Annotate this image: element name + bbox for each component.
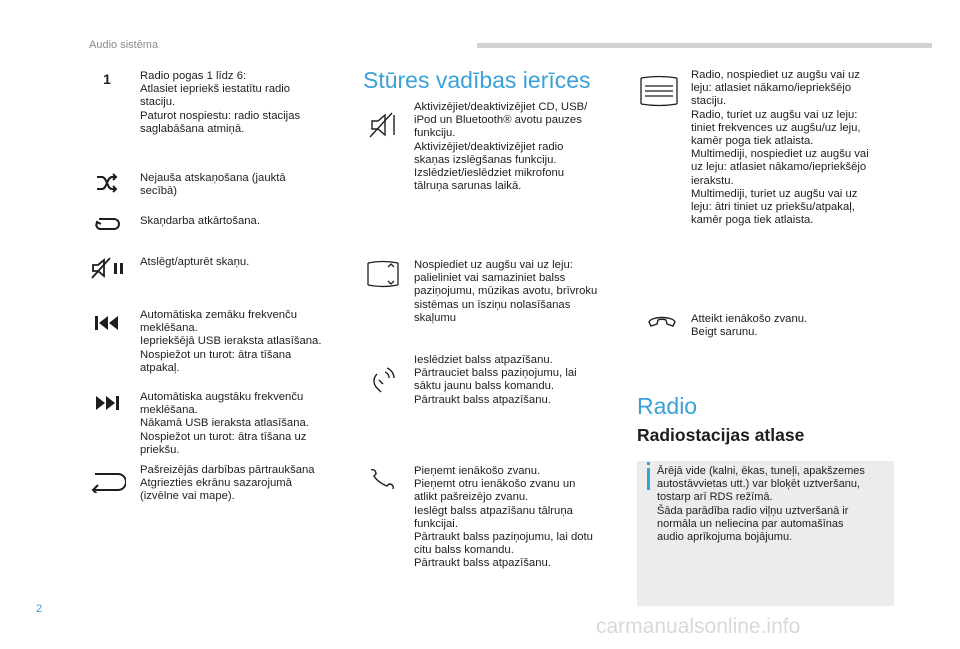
return-icon — [89, 470, 127, 494]
mute-pause-icon — [90, 256, 126, 280]
phone-hangup-icon — [646, 310, 678, 330]
middle-item-voice: Ieslēdziet balss atpazīšanu. Pārtrauciet balss paziņojumu, lai sāktu jaunu balss komandu. Pārtraukt balss atpazīšanu. — [414, 354, 577, 406]
left-item-radio-buttons: Radio pogas 1 līdz 6: Atlasiet iepriekš iestatītu radio staciju. Paturot nospiestu: radio stacijas saglabāšana atmiņā. — [140, 70, 301, 135]
left-item-repeat: Skaņdarba atkārtošana. — [140, 215, 260, 227]
scroll-wheel-icon — [638, 73, 680, 109]
phone-answer-icon — [367, 466, 399, 490]
right-item-scroll: Radio, nospiediet uz augšu vai uz leju: atlasiet nākamo/iepriekšējo staciju. Radio, turiet uz augšu vai uz leju: tiniet frekvences uz augšu/uz leju, kamēr poga tiek atlaista. Multimediji, nospiediet uz augšu vai uz leju: atlasiet nākamo/iepriekšējo ierakstu. Multimediji, turiet uz augšu vai uz leju: ātri tiniet uz priekšu/atpakaļ, kamēr poga tiek atlaista. — [691, 69, 869, 227]
left-item-return: Pašreizējās darbības pārtraukšana Atgriezties ekrānu sazarojumā (izvēlne vai mape). — [140, 464, 315, 503]
voice-command-icon — [366, 363, 400, 397]
info-box — [637, 461, 894, 606]
digit-1-icon — [95, 70, 119, 90]
watermark: carmanualsonline.info — [596, 615, 801, 638]
section-title-steering: Stūres vadības ierīces — [363, 67, 591, 93]
repeat-icon — [93, 213, 121, 235]
digit-1-label: 1 — [103, 71, 111, 88]
info-icon — [647, 468, 650, 490]
right-item-hangup: Atteikt ienākošo zvanu. Beigt sarunu. — [691, 313, 808, 339]
left-item-seek-down: Automātiska zemāku frekvenču meklēšana. Iepriekšējā USB ieraksta atlasīšana. Nospiežot un turot: ātra tīšana atpakaļ. — [140, 309, 322, 374]
left-item-mute: Atslēgt/apturēt skaņu. — [140, 256, 250, 268]
subsection-title-station-select: Radiostacijas atlase — [637, 425, 805, 445]
mute-wheel-icon — [365, 110, 401, 140]
middle-item-answer: Pieņemt ienākošo zvanu. Pieņemt otru ienākošo zvanu un atlikt pašreizējo zvanu. Ieslēgt balss atpazīšanu tālruņa funkcijai. Pārtraukt balss paziņojumu, lai dotu citu balss komandu. Pārtraukt balss atpazīšanu. — [414, 465, 593, 570]
left-item-seek-up: Automātiska augstāku frekvenču meklēšana. Nākamā USB ieraksta atlasīšana. Nospiežot un turot: ātra tīšana uz priekšu. — [140, 391, 309, 456]
info-icon-dot — [647, 462, 650, 465]
middle-item-volume: Nospiediet uz augšu vai uz leju: palieliniet vai samaziniet balss paziņojumu, mūzikas avotu, brīvroku sistēmas un īsziņu nolasīšanas skaļumu — [414, 259, 598, 324]
section-title-radio: Radio — [637, 393, 698, 419]
left-item-shuffle: Nejauša atskaņošana (jauktā secībā) — [140, 172, 286, 198]
shuffle-icon — [94, 171, 120, 195]
skip-forward-icon — [93, 393, 121, 413]
skip-back-icon — [93, 313, 121, 333]
info-text: Ārējā vide (kalni, ēkas, tuneļi, apakšzemes autostāvvietas utt.) var bloķēt uztveršanu, tostarp arī RDS režīmā. Šāda parādība radio viļņu uztveršanā ir normāla un neliecina par automašīnas audio aprīkojuma bojājumu. — [657, 465, 865, 544]
header-divider — [477, 43, 932, 48]
header-title: Audio sistēma — [89, 39, 159, 51]
middle-item-mute: Aktivizējiet/deaktivizējiet CD, USB/ iPod un Bluetooth® avotu pauzes funkciju. Aktivizējiet/deaktivizējiet radio skaņas izslēgšanas funkciju. Izslēdziet/ieslēdziet mikrofonu tālruņa sarunas laikā. — [414, 101, 588, 193]
page-number: 2 — [36, 603, 43, 615]
volume-wheel-icon — [365, 258, 401, 290]
